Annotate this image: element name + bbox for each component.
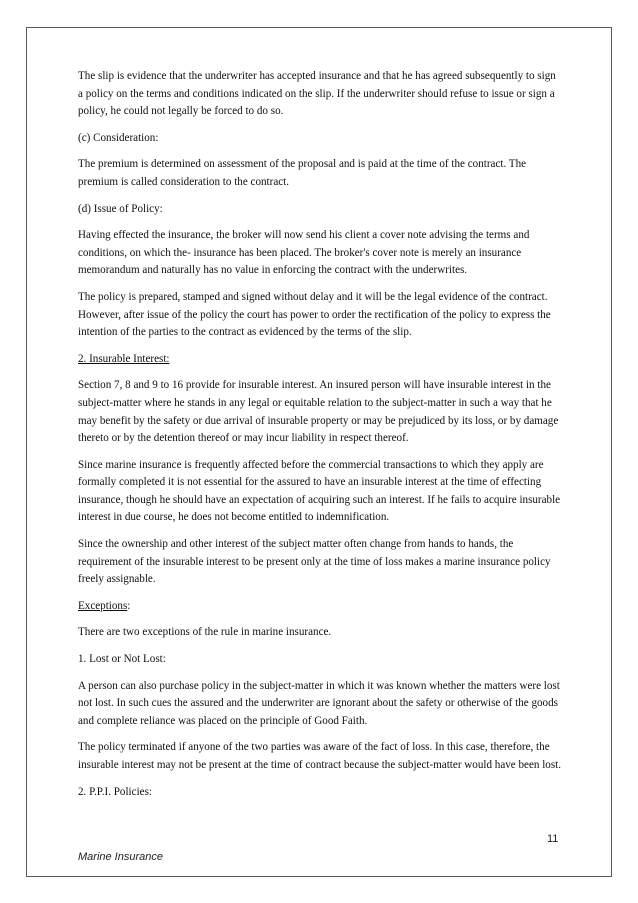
paragraph-policy-terminated: The policy terminated if anyone of the two parties was aware of the fact of loss. In this case, therefore, the insurable interest may not be present at the time of contract because the subject-matter would have been lost. [78, 741, 562, 771]
heading-insurable-interest-text: 2. Insurable Interest: [78, 352, 170, 365]
paragraph-section-7: Section 7, 8 and 9 to 16 provide for insurable interest. An insured person will have insurable interest in the subject-matter where he stands in any legal or equitable relation to the subject-matter in such a way that he may benefit by the safety or due arrival of insurable property or may be prejudiced by its loss, or by damage thereto or by the detention thereof or may incur liability in respect thereof. [78, 379, 559, 445]
heading-exceptions-text: Exceptions [78, 599, 128, 612]
page-number: 11 [547, 833, 559, 845]
paragraph-ownership: Since the ownership and other interest of the subject matter often change from hands to hands, the requirement of the insurable interest to be present only at the time of loss makes a marine insurance policy freely assignable. [78, 538, 551, 586]
paragraph-cover-note: Having effected the insurance, the broker will now send his client a cover note advising the terms and conditions, on which the- insurance has been placed. The broker's cover note is merely an insurance memorandum and naturally has no value in enforcing the contract with the underwrites. [78, 229, 530, 277]
paragraph-purchase-policy: A person can also purchase policy in the subject-matter in which it was known whether the matters were lost not lost. In such cues the assured and the underwriter are ignorant about the safety or otherwise of the goods and complete reliance was placed on the principle of Good Faith. [78, 679, 560, 727]
heading-ppi-policies: 2. P.P.I. Policies: [78, 785, 152, 798]
paragraph-policy-prepared: The policy is prepared, stamped and signed without delay and it will be the legal evidence of the contract. However, after issue of the policy the court has power to order the rectification of the policy to express the intention of the parties to the contract as evidenced by the terms of the slip. [78, 290, 551, 339]
paragraph-two-exceptions: There are two exceptions of the rule in marine insurance. [78, 626, 332, 639]
heading-insurable-interest [78, 351, 562, 369]
heading-consideration: (c) Consideration: [78, 131, 159, 144]
paragraph-premium: The premium is determined on assessment of the proposal and is paid at the time of the contract. The premium is called consideration to the contract. [78, 158, 527, 188]
heading-exceptions [78, 598, 562, 616]
paragraph-frequently-affected: Since marine insurance is frequently affected before the commercial transactions to which they apply are formally completed it is not essential for the assured to have an insurable interest at the time of effecting insurance, though he should have an expectation of acquiring such an interest. If he fails to acquire insurable interest in due course, he does not become entitled to indemnification. [78, 458, 561, 524]
document-body [78, 68, 562, 810]
heading-issue-of-policy: (d) Issue of Policy: [78, 202, 163, 215]
heading-exceptions-colon: : [127, 599, 131, 612]
heading-lost-or-not-lost: 1. Lost or Not Lost: [78, 653, 166, 666]
footer-title: Marine Insurance [78, 851, 163, 863]
paragraph-slip-evidence: The slip is evidence that the underwriter has accepted insurance and that he has agreed subsequently to sign a policy on the terms and conditions indicated on the slip. If the underwriter should refuse to issue or sign a policy, he could not legally be forced to do so. [78, 70, 556, 118]
